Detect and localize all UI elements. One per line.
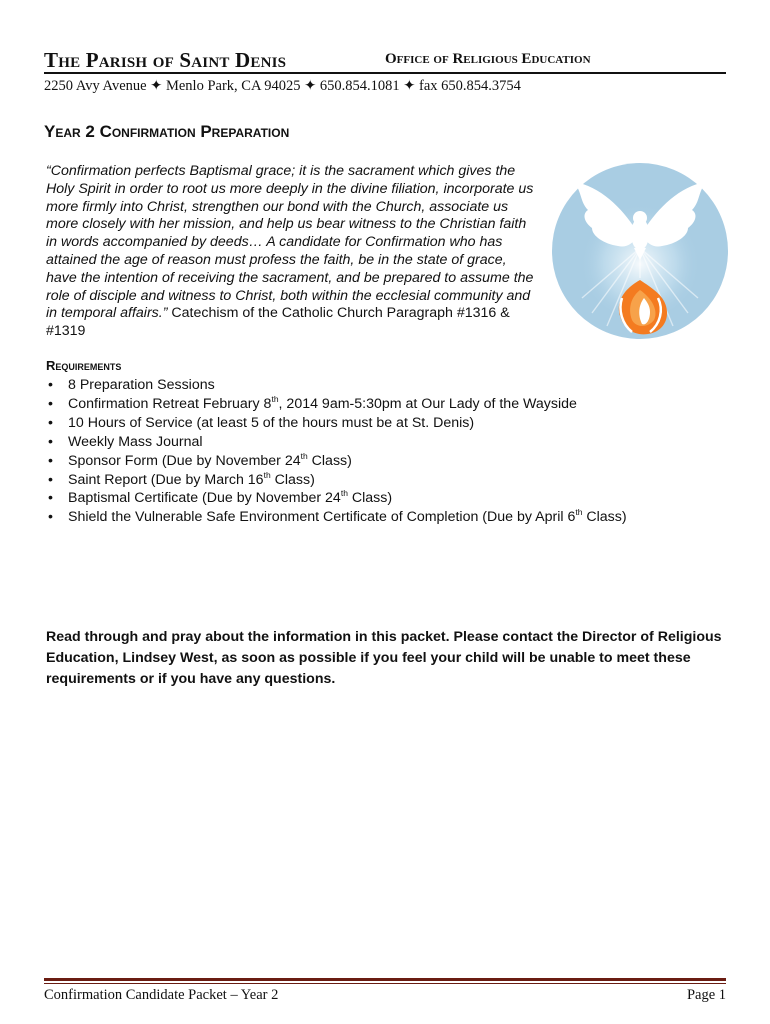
letterhead: [44, 48, 726, 74]
page-number: Page 1: [686, 987, 726, 1003]
bullet-icon: •: [48, 433, 53, 450]
list-item: • Saint Report (Due by March 16th Class): [48, 469, 315, 488]
bullet-icon: •: [48, 509, 53, 526]
contact-notice: Read through and pray about the information in this packet. Please contact the Director of Religious Education, Lindsey West, as soon as possible if you feel your child will be unable to meet these requirements or if you have any questions.: [46, 629, 722, 687]
footer-document-name: Confirmation Candidate Packet – Year 2: [44, 987, 279, 1003]
list-item: • 10 Hours of Service (at least 5 of the hours must be at St. Denis): [48, 414, 475, 431]
parish-name: The Parish of Saint Denis: [44, 48, 287, 72]
quote-text: “Confirmation perfects Baptismal grace; it is the sacrament which gives the Holy Spirit in order to root us more deeply in the divine filiation, incorporate us more firmly into Christ, strengthen our bond with the Church, associate us more closely with her mission, and help us bear witness to the Christian faith in words accompanied by deeds… A candidate for Confirmation who has attained the age of reason must profess the faith, be in the state of grace, have the intention of receiving the sacrament, and be prepared to assume the role of disciple and witness to Christ, both within the ecclesial community and in temporal affairs.”: [46, 163, 534, 322]
bullet-icon: •: [48, 395, 53, 412]
header-divider: [44, 72, 726, 74]
catechism-quote: [46, 163, 536, 341]
office-name: Office of Religious Education: [385, 51, 591, 67]
quote-citation: Catechism of the Catholic Church Paragraph #1316 & #1319: [46, 305, 510, 340]
list-item: • Shield the Vulnerable Safe Environment Certificate of Completion (Due by April 6th Class): [48, 507, 627, 526]
requirements-heading: Requirements: [46, 358, 122, 373]
bullet-icon: •: [48, 490, 53, 507]
bullet-icon: •: [48, 452, 53, 469]
list-item: • Confirmation Retreat February 8th, 2014 9am-5:30pm at Our Lady of the Wayside: [48, 393, 577, 412]
list-item: • Baptismal Certificate (Due by November 24th Class): [48, 488, 393, 507]
page-title: Year 2 Confirmation Preparation: [44, 122, 290, 141]
dove-and-flame-icon: [552, 148, 728, 354]
list-item: • 8 Preparation Sessions: [48, 377, 215, 393]
footer-divider: [44, 978, 726, 981]
list-item: • Sponsor Form (Due by November 24th Class): [48, 450, 352, 469]
parish-address: 2250 Avy Avenue ✦ Menlo Park, CA 94025 ✦ 650.854.1081 ✦ fax 650.854.3754: [44, 78, 521, 94]
list-item: • Weekly Mass Journal: [48, 433, 203, 450]
requirements-list: [46, 376, 746, 527]
bullet-icon: •: [48, 414, 53, 431]
bullet-icon: •: [48, 471, 53, 488]
bullet-icon: •: [48, 377, 53, 393]
footer-divider-thin: [44, 983, 726, 984]
